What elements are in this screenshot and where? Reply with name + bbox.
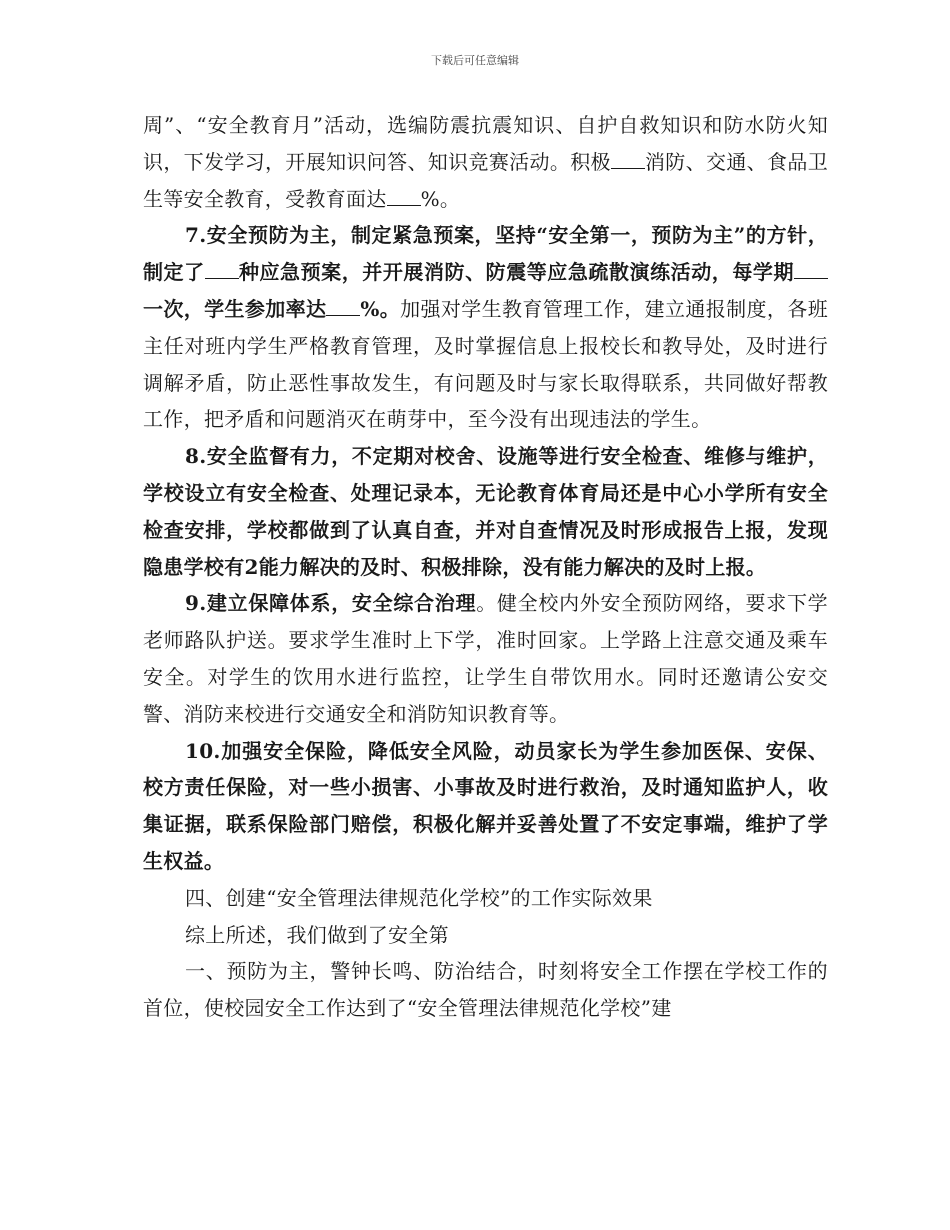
bold-text: 种应急预案，并开展消防、防震等应急疏散演练活动，每学期 [238, 260, 794, 285]
fill-blank [205, 254, 239, 279]
bold-text: 一次，学生参加率达 [143, 296, 327, 321]
page-header-note: 下载后可任意编辑 [431, 54, 519, 67]
fill-blank [611, 144, 645, 169]
fill-blank [794, 254, 828, 279]
bold-text: %。 [360, 296, 401, 321]
text-segment: 周”、“安全教育月”活动，选编防震抗震知识、自护自救知识和防水防火知识，下发学习，开展知识问答、知识竞赛活动。积极 [143, 113, 828, 174]
text-segment: 。健全校内外安全预防网络，要求下学老师路队护送。要求学生准时上下学，准时回家。上学路上注意交通及乘车安全。对学生的饮用水进行监控，让学生自带饮用水。同时还邀请公安交警、消防来校进行交通安全和消防知识教育等。 [143, 591, 828, 726]
text-segment: %。 [420, 186, 461, 211]
text-segment: 加强对学生教育管理工作，建立通报制度，各班主任对班内学生严格教育管理，及时掌握信息上报校长和教导处，及时进行调解矛盾，防止恶性事故发生，有问题及时与家长取得联系，共同做好帮教工作，把矛盾和问题消灭在萌芽中，至今没有出现违法的学生。 [143, 296, 828, 432]
fill-blank [387, 181, 421, 206]
paragraph-8: 8.安全监督有力，不定期对校舍、设施等进行安全检查、维修与维护，学校设立有安全检查、处理记录本，无论教育体育局还是中心小学所有安全检查安排，学校都做到了认真自查，并对自查情况及时形成报告上报，发现隐患学校有2能力解决的及时、积极排除，没有能力解决的及时上报。 [143, 444, 828, 579]
paragraph-continued [143, 107, 828, 217]
paragraph-summary: 综上所述，我们做到了安全第 [185, 922, 449, 947]
text-segment: 消防、交通、食品卫生等安全教育，受教育面达 [143, 149, 828, 211]
bold-text: 9.建立保障体系，安全综合治理 [185, 591, 477, 616]
document-body [143, 107, 828, 1027]
bold-text: 7.安全预防为主，制定紧急预案，坚持“安全第一，预防为主”的方针，制定了 [143, 223, 828, 285]
paragraph-one: 一、预防为主，警钟长鸣、防治结合，时刻将安全工作摆在学校工作的首位，使校园安全工作达到了“安全管理法律规范化学校”建 [143, 959, 828, 1021]
section-heading-4: 四、创建“安全管理法律规范化学校”的工作实际效果 [185, 885, 653, 910]
paragraph-10: 10.加强安全保险，降低安全风险，动员家长为学生参加医保、安保、校方责任保险，对一些小损害、小事故及时进行救治，及时通知监护人，收集证据，联系保险部门赔偿，积极化解并妥善处置了不安定事端，维护了学生权益。 [143, 738, 828, 873]
paragraph-7 [143, 217, 828, 438]
fill-blank [326, 291, 360, 316]
paragraph-9 [143, 585, 828, 732]
